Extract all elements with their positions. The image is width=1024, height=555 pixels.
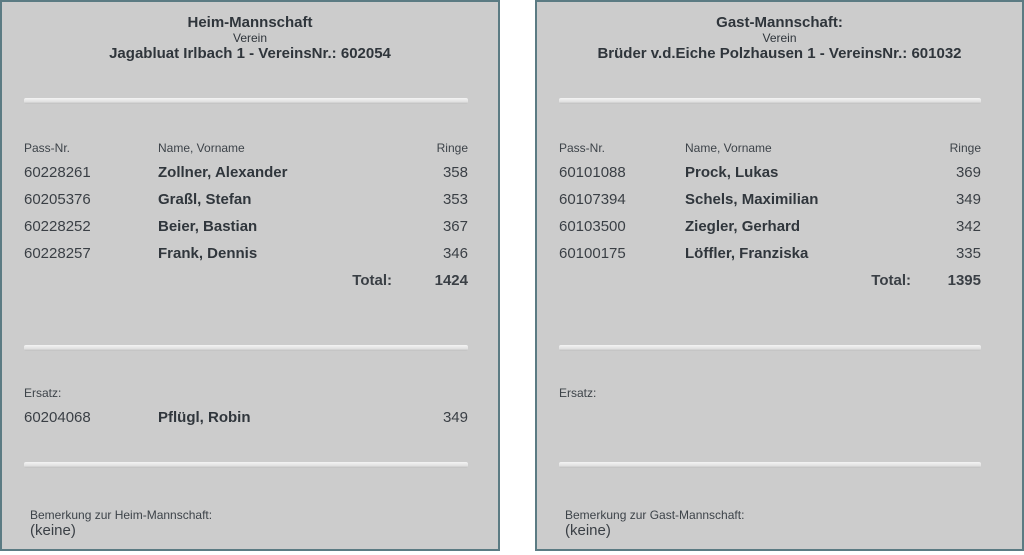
pass-number: 60204068 — [24, 409, 91, 426]
column-header-name: Name, Vorname — [685, 141, 772, 155]
guest-note-value: (keine) — [565, 522, 611, 539]
separator — [559, 345, 981, 351]
column-header-ringe: Ringe — [949, 141, 981, 155]
total-value: 1424 — [434, 272, 468, 289]
pass-number: 60228252 — [24, 218, 91, 235]
home-club-line: Jagabluat Irlbach 1 - VereinsNr.: 602054 — [109, 45, 391, 62]
separator — [24, 462, 468, 468]
player-name: Schels, Maximilian — [685, 191, 819, 208]
player-name: Beier, Bastian — [158, 218, 258, 235]
ringe-value: 342 — [955, 218, 981, 235]
ringe-value: 335 — [955, 245, 981, 262]
ringe-value: 369 — [955, 164, 981, 181]
ringe-value: 367 — [442, 218, 468, 235]
pass-number: 60100175 — [559, 245, 626, 262]
total-label: Total: — [871, 272, 911, 289]
home-team-panel — [0, 0, 500, 551]
guest-verein-label: Verein — [762, 31, 797, 45]
player-name: Prock, Lukas — [685, 164, 779, 181]
guest-club-line: Brüder v.d.Eiche Polzhausen 1 - VereinsNr.: 601032 — [597, 45, 962, 62]
home-note-label: Bemerkung zur Heim-Mannschaft: — [30, 508, 213, 522]
player-name: Frank, Dennis — [158, 245, 258, 262]
ringe-value: 353 — [442, 191, 468, 208]
separator — [559, 98, 981, 104]
player-name: Graßl, Stefan — [158, 191, 252, 208]
guest-note-label: Bemerkung zur Gast-Mannschaft: — [565, 508, 745, 522]
player-name: Ziegler, Gerhard — [685, 218, 801, 235]
pass-number: 60107394 — [559, 191, 626, 208]
pass-number: 60228261 — [24, 164, 91, 181]
ersatz-label: Ersatz: — [559, 386, 597, 400]
player-name: Zollner, Alexander — [158, 164, 288, 181]
home-verein-label: Verein — [232, 31, 268, 45]
pass-number: 60101088 — [559, 164, 626, 181]
column-header-pass: Pass-Nr. — [24, 141, 71, 155]
ringe-value: 346 — [442, 245, 468, 262]
pass-number: 60205376 — [24, 191, 91, 208]
ersatz-label: Ersatz: — [24, 386, 62, 400]
total-value: 1395 — [947, 272, 981, 289]
pass-number: 60103500 — [559, 218, 626, 235]
column-header-name: Name, Vorname — [158, 141, 245, 155]
separator — [24, 345, 468, 351]
home-team-title: Heim-Mannschaft — [187, 14, 313, 31]
player-name: Löffler, Franziska — [685, 245, 809, 262]
ringe-value: 349 — [442, 409, 468, 426]
guest-team-panel — [535, 0, 1024, 551]
home-note-value: (keine) — [30, 522, 76, 539]
column-header-ringe: Ringe — [436, 141, 468, 155]
ringe-value: 358 — [442, 164, 468, 181]
player-name: Pflügl, Robin — [158, 409, 251, 426]
column-header-pass: Pass-Nr. — [559, 141, 606, 155]
total-label: Total: — [352, 272, 392, 289]
guest-team-title: Gast-Mannschaft: — [716, 14, 843, 31]
separator — [24, 98, 468, 104]
separator — [559, 462, 981, 468]
pass-number: 60228257 — [24, 245, 91, 262]
ringe-value: 349 — [955, 191, 981, 208]
